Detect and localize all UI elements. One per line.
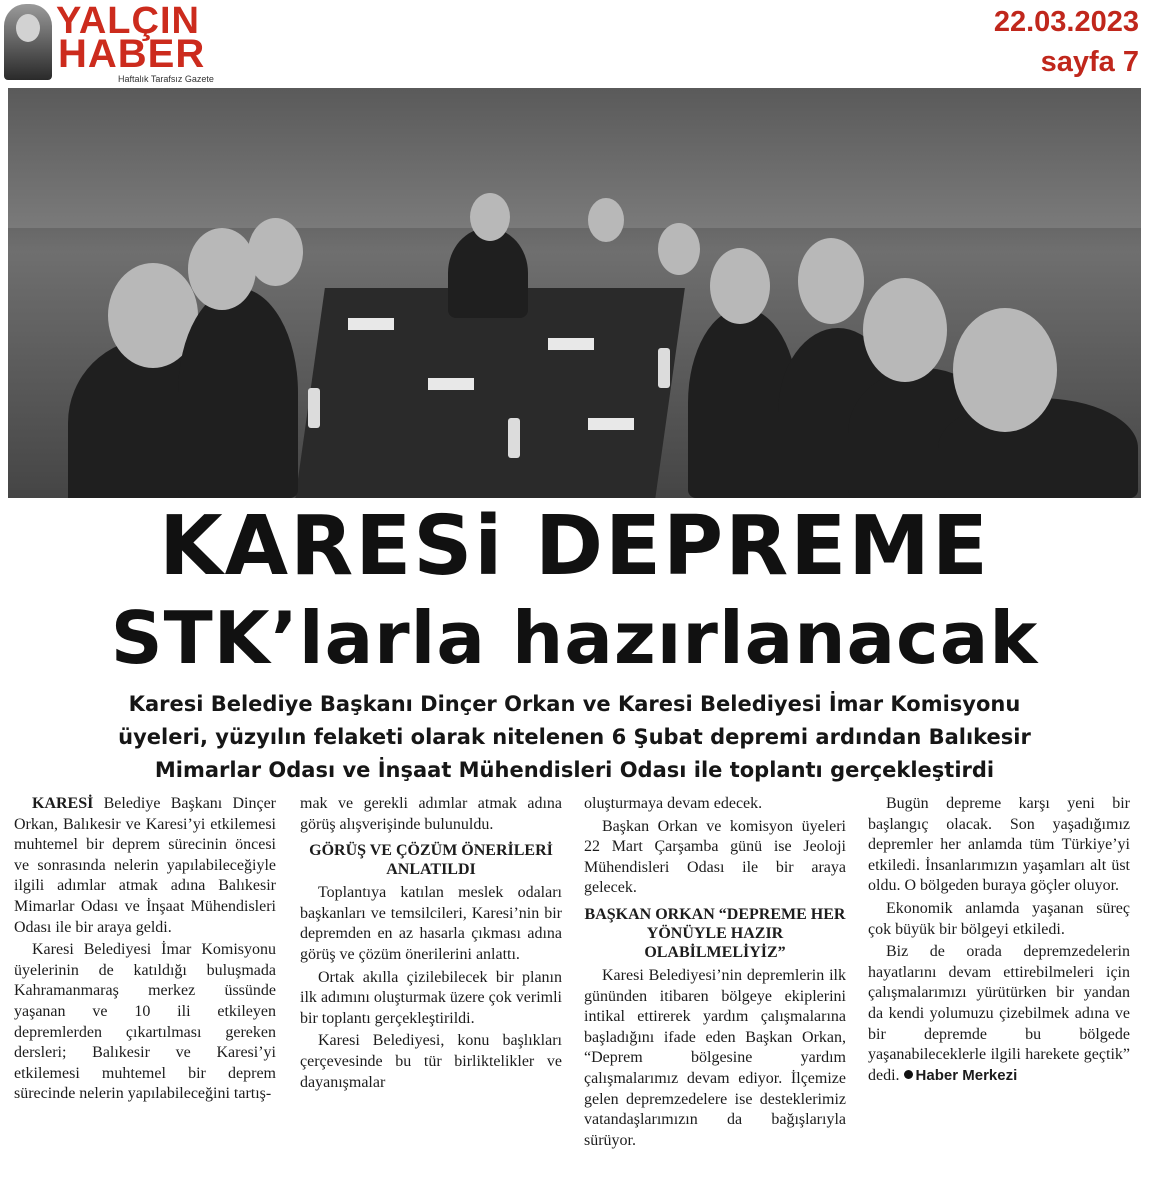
- photo-person: [448, 228, 528, 318]
- logo-text-top: YALÇIN: [56, 0, 200, 42]
- photo-face: [710, 248, 770, 324]
- paragraph: oluşturmaya devam edecek.: [584, 795, 763, 812]
- paragraph: Biz de orada depremzedelerin hayatlarını devam ettirebilmeleri için çalışmalarımızı yürütürken bir yandan da kendi yolumuzu çizebilmek adına ve bir depremde bu bölgede yaşanabileceklerle ilgili harekete geçtik” dedi.: [868, 943, 1130, 1084]
- paragraph: Karesi Belediyesi’nin depremlerin ilk gününden itibaren bölgeye ekiplerini intikal ettirerek yardım çalışmalarına başladığını ifade eden Başkan Orkan, “Deprem bölgesine yardım çalışmalarımız devam ediyor. İlçemize gelen depremzedelere ise desteklerimiz vatandaşlarımızın da bağışlarıyla sürüyor.: [584, 966, 846, 1149]
- section-heading: BAŞKAN ORKAN “DEPREME HER YÖNÜYLE HAZIR OLABİLMELİYİZ”: [584, 905, 846, 961]
- photo-face: [798, 238, 864, 324]
- paragraph: Başkan Orkan ve komisyon üyeleri 22 Mart Çarşamba günü ise Jeoloji Mühendisleri Odası ile bir araya gelecek.: [584, 817, 846, 897]
- paragraph: mak ve gerekli adımlar atmak adına görüş alışverişinde bulunuldu.: [300, 795, 562, 833]
- photo-bottle: [308, 388, 320, 428]
- logo-text-bottom: HABER: [58, 32, 206, 76]
- bullet-dot-icon: [904, 1070, 913, 1079]
- photo-bottle: [658, 348, 670, 388]
- paragraph: Ekonomik anlamda yaşanan süreç çok büyük bir bölgeyi etkiledi.: [868, 899, 1130, 938]
- photo-face: [863, 278, 947, 382]
- byline: Haber Merkezi: [915, 1066, 1018, 1084]
- photo-wall: [8, 88, 1141, 228]
- photo-paper: [548, 338, 594, 350]
- logo-tagline: Haftalık Tarafsız Gazete: [118, 74, 214, 84]
- paragraph: Bugün depreme karşı yeni bir başlangıç olacak. Son yaşadığımız depremler her anlamda tüm Türkiye’yi etkiledi. İnsanlarımızın yaşamları alt üst oldu. O bölgeden buraya göçler oluyor.: [868, 795, 1130, 895]
- article-column-3: [584, 794, 846, 1151]
- photo-face: [470, 193, 510, 241]
- paragraph: Karesi Belediyesi İmar Komisyonu üyelerinin de katıldığı buluşmada Kahramanmaraş merkez üssünde yaşanan ve 10 ili etkileyen depremlerden çıkartılması gereken dersleri; Balıkesir ve Karesi’yi etkilemesi muhtemel bir deprem sürecinde nelerin yapılabileceğini tartış-: [14, 941, 276, 1103]
- headline-line-2: STK’larla hazırlanacak: [110, 596, 1039, 680]
- paragraph: Toplantıya katılan meslek odaları başkanları ve temsilcileri, Karesi’nin bir depremden en az hasarla çıkması adına görüş ve çözüm önerilerini anlattı.: [300, 884, 562, 963]
- photo-paper: [588, 418, 634, 430]
- photo-face: [588, 198, 624, 242]
- masthead: [0, 0, 1149, 88]
- page-number: sayfa 7: [1040, 46, 1139, 78]
- masthead-portrait-icon: [4, 4, 52, 80]
- photo-face: [248, 218, 303, 286]
- subheadline-line: Karesi Belediye Başkanı Dinçer Orkan ve Karesi Belediyesi İmar Komisyonu: [128, 692, 1021, 716]
- article-column-1: [14, 794, 276, 1105]
- headline-line-1: KARESi DEPREME: [159, 499, 990, 594]
- photo-face: [658, 223, 700, 275]
- subheadline-line: üyeleri, yüzyılın felaketi olarak nitelenen 6 Şubat depremi ardından Balıkesir: [118, 725, 1031, 749]
- article-column-4: [868, 794, 1130, 1086]
- section-heading: GÖRÜŞ VE ÇÖZÜM ÖNERİLERİ ANLATILDI: [309, 842, 553, 879]
- photo-face: [188, 228, 256, 310]
- issue-date: 22.03.2023: [993, 6, 1139, 38]
- photo-person: [178, 288, 298, 498]
- photo-paper: [348, 318, 394, 330]
- paragraph: Ortak akılla çizilebilecek bir planın ilk adımını oluşturmak üzere çok verimli bir toplantı gerçekleştirildi.: [300, 968, 562, 1027]
- photo-face: [953, 308, 1057, 432]
- meeting-photo: [8, 88, 1141, 498]
- dateline: KARESİ: [32, 795, 94, 812]
- photo-bottle: [508, 418, 520, 458]
- subheadline-line: Mimarlar Odası ve İnşaat Mühendisleri Odası ile toplantı gerçekleştirdi: [154, 758, 995, 782]
- paragraph: Karesi Belediyesi, konu başlıkları çerçevesinde bu tür birliktelikler ve dayanışmalar: [300, 1032, 562, 1091]
- photo-paper: [428, 378, 474, 390]
- subheadline: [8, 688, 1141, 787]
- paragraph: Belediye Başkanı Dinçer Orkan, Balıkesir ve Karesi’yi etkilemesi muhtemel bir deprem sürecinin öncesi ve sonrasında nelerin yapılabileceğiyle ilgili adımlar atmak adına Balıkesir Mimarlar Odası ve İnşaat Mühendisleri Odası ile bir araya geldi.: [14, 795, 276, 936]
- article-column-2: [300, 794, 562, 1093]
